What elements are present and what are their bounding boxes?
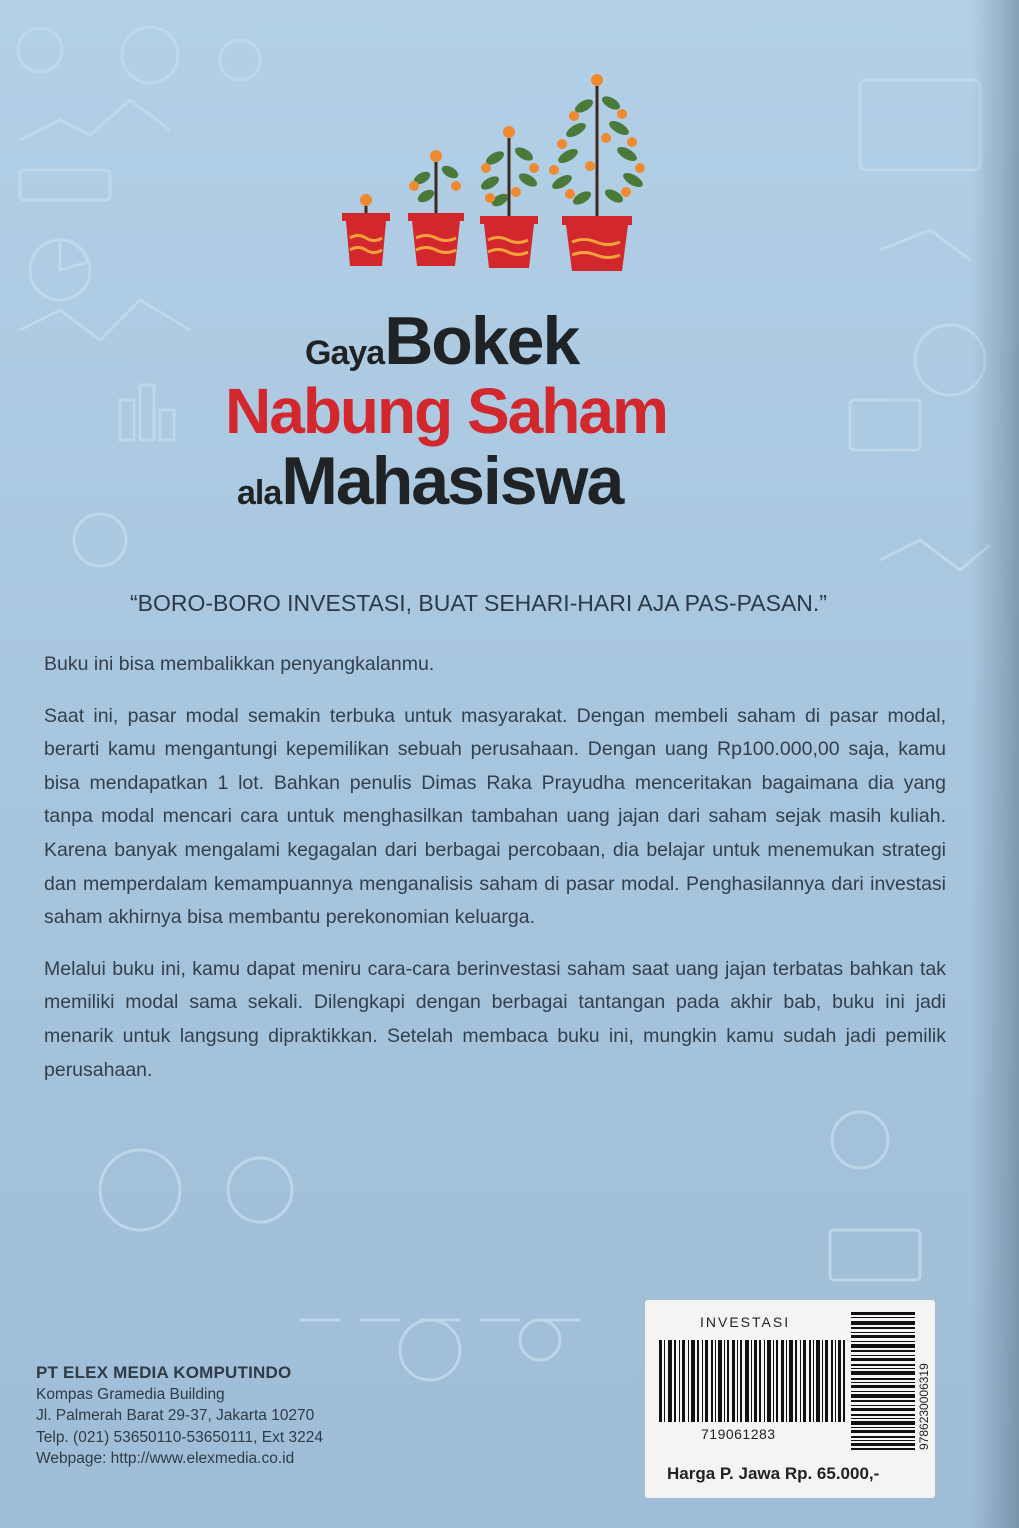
grown-tree-pot-icon xyxy=(549,74,645,271)
barcode-sticker xyxy=(645,1300,935,1498)
publisher-building: Kompas Gramedia Building xyxy=(36,1385,225,1403)
book-title xyxy=(225,302,785,542)
blurb xyxy=(44,648,946,1105)
price-label: Harga P. Jawa Rp. 65.000,- xyxy=(667,1464,880,1483)
sapling-pot-icon xyxy=(408,150,464,266)
isbn-number: 9786230006319 xyxy=(917,1363,931,1450)
growing-money-trees-illustration xyxy=(330,68,690,278)
publisher-website: Webpage: http://www.elexmedia.co.id xyxy=(36,1450,295,1467)
publisher-name: PT ELEX MEDIA KOMPUTINDO xyxy=(36,1363,292,1382)
blurb-paragraph: Melalui buku ini, kamu dapat meniru cara-cara berinvestasi saham saat uang jajan terbatas bahkan tak memiliki modal sama sekali. Dilengkapi dengan berbagai tantangan pada akhir bab, buku ini jadi menarik untuk langsung dipraktikkan. Setelah membaca buku ini, mungkin kamu sudah jadi pemilik perusahaan. xyxy=(44,957,946,1081)
title-line-2: Nabung Saham xyxy=(225,375,667,447)
title-word-bokek: Bokek xyxy=(384,303,579,379)
blurb-paragraph: Saat ini, pasar modal semakin terbuka untuk masyarakat. Dengan membeli saham di pasar modal, berarti kamu mengantungi kepemilikan sebuah perusahaan. Dengan uang Rp100.000,00 saja, kamu bisa mendapatkan 1 lot. Bahkan penulis Dimas Raka Prayudha menceritakan bagaimana dia yang tanpa modal mencari cara untuk menghasilkan tambahan uang jajan dari saham sejak masih kuliah. Karena banyak mengalami kegagalan dari berbagai percobaan, dia belajar untuk menemukan strategi dan memperdalam kemampuannya menganalisis saham di pasar modal. Penghasilannya dari investasi saham akhirnya bisa membantu perekonomian keluarga. xyxy=(44,704,946,929)
blurb-paragraph: Buku ini bisa membalikkan penyangkalanmu. xyxy=(44,653,435,675)
store-code: 719061283 xyxy=(701,1426,776,1442)
category-label: INVESTASI xyxy=(700,1314,791,1330)
title-line-1 xyxy=(305,302,578,380)
tagline-quote: “BORO-BORO INVESTASI, BUAT SEHARI-HARI AJA PAS-PASAN.” xyxy=(130,590,827,616)
publisher-info xyxy=(36,1362,376,1470)
title-word-gaya: Gaya xyxy=(305,334,385,372)
young-tree-pot-icon xyxy=(479,126,539,268)
small-pot-icon xyxy=(342,194,390,266)
title-word-mahasiswa: Mahasiswa xyxy=(281,443,623,519)
isbn-barcode xyxy=(851,1312,915,1450)
store-barcode xyxy=(659,1340,845,1422)
publisher-phone: Telp. (021) 53650110-53650111, Ext 3224 xyxy=(36,1428,323,1446)
title-word-ala: ala xyxy=(237,474,282,512)
publisher-address: Jl. Palmerah Barat 29-37, Jakarta 10270 xyxy=(36,1407,315,1424)
spine-shadow xyxy=(971,0,1019,1528)
title-line-3 xyxy=(237,442,622,520)
